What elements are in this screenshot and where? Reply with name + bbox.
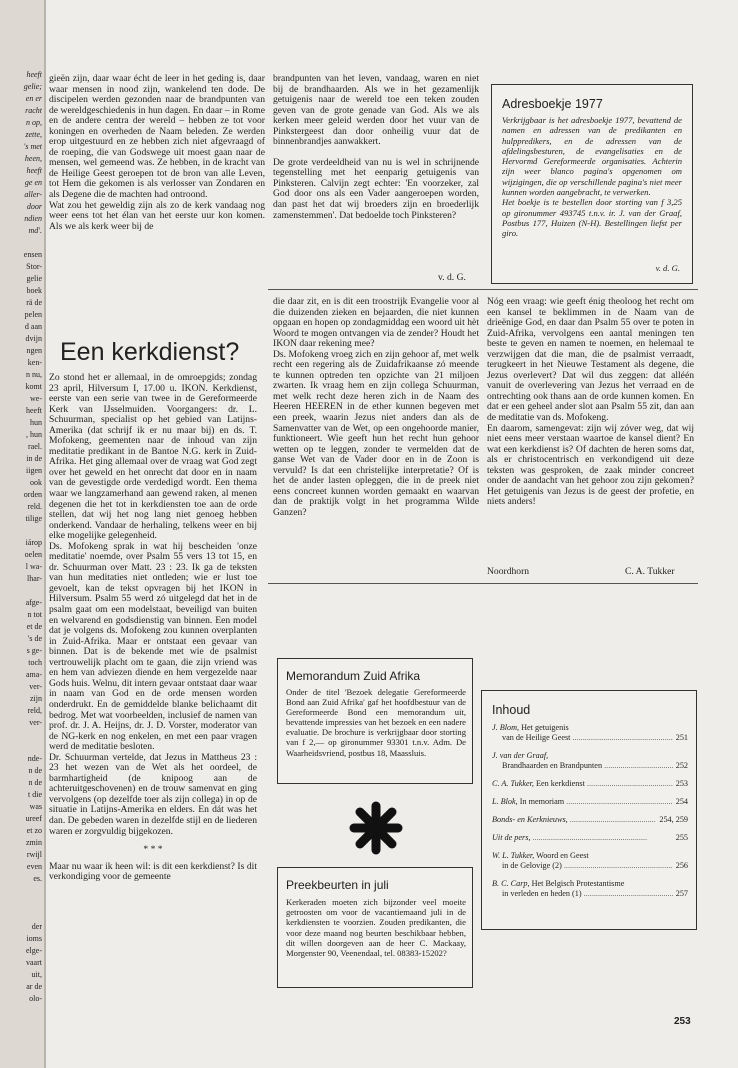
gutter-fragment: ook [30,478,42,487]
toc-author: W. L. Tukker, [492,851,535,860]
preekbeurten-box [277,867,473,988]
gutter-fragment: olo- [29,994,42,1003]
gutter-fragment: ureef [25,814,42,823]
toc-author: C. A. Tukker, [492,779,534,788]
gutter-fragment: n op, [26,118,42,127]
gutter-fragment: we- [30,394,42,403]
gutter-fragment: reld. [27,502,42,511]
gutter-fragment: ndien [24,214,42,223]
toc-title-line-2: in de Gelovige (2) ..... [492,861,673,871]
toc-page: 256 [675,861,688,870]
memorandum-text: Onder de titel 'Bezoek delegatie Gereformeerde Bond aan Zuid Afrika' gaf het hoofdbestuur van de Gereformeerde Bond een memorandum uit, bevattende impressies van het bezoek en een nadere evaluatie. De brochure is verkrijgbaar door storting van f 2,— op gironummer 93301 t.n.v. Adm. De Waarheidsvriend, postbus 18, Maassluis. [286,687,466,758]
article-col2-p1: die daar zit, en is dit een troostrijk Evangelie voor al die duizenden zieken en bejaarden, die niet kunnen opgaan en hopen op zondagmiddag een woord uit hèt Woord te mogen ontvangen via de zender? Houdt het IKON daar rekening mee? [273,296,479,350]
top-col2-text: brandpunten van het leven, vandaag, waren en niet bij de brandhaarden. Als we in het gezamenlijk getuigenis naar de wereld toe een teken zouden geven van de grote genade van God. Als we als kerken meer geleid werden door het vuur van de Pinkstergeest dan door onheilig vuur dat de binnenbrandjes aanwakkert. [273,73,479,148]
page-number: 253 [674,1016,691,1027]
gutter-fragment: der [31,922,42,931]
toc-title-line-2: Brandhaarden en Brandpunten ..... [492,761,673,771]
left-page-gutter [0,0,46,1068]
toc-title: Het Belgisch Protestantisme [531,879,625,888]
gutter-fragment: zmin [26,838,42,847]
gutter-fragment: ge en [24,178,42,187]
gutter-fragment: ar de [26,982,42,991]
toc-page: 254, 259 [659,815,688,824]
article-col3-p2: En daarom, samengevat: zijn wij zóver weg, dat wij niet eens meer verstaan waartoe de kansel dient? En wat een kerkdienst is? Of dachten de heren soms dat, als er christocentrisch en verkondigend uit deze teksten was gesproken, de zaak minder concreet onder de aandacht van het gehoor zou zijn gekomen? Het getuigenis van Jezus is de geest der profetie, en niets anders! [487,422,694,508]
toc-item [492,833,688,843]
gutter-fragment: n de [28,778,42,787]
toc-title-line-2: van de Heilige Geest ..... [492,733,673,743]
gutter-fragment: door [26,202,42,211]
toc-item [492,779,688,789]
gutter-fragment: ioms [26,934,42,943]
gutter-fragment: n de [28,766,42,775]
gutter-fragment: ver- [29,718,42,727]
article-col3-p1: Nóg een vraag: wie geeft énig theoloog het recht om een kansel te beklimmen in de Naam van de drieënige God, en daar dan Psalm 55 over te poten in Zuid-Afrika, vervolgens een aantal meningen ten beste te geven en namen te noemen, en helemaal te verzwijgen dat die man, die de psalmist verraadt, terugkeert in het Nieuwe Testament als degene, die Jezus overlevert? Dat wil dus zeggen: dat alléén vanuit de overlevering van Jezus het verraad en de ontrechting ook thans aan de orde kunnen komen. En dat er een geheel ander slot aan Psalm 55 zit, dan aan de meditatie van ds. Mofokeng. [487,296,694,424]
gutter-fragment: d aan [24,322,42,331]
gutter-fragment: heeft [26,166,42,175]
gutter-fragment: even [26,862,42,871]
gutter-fragment: elge- [26,946,42,955]
gutter-fragment: md'. [28,226,42,235]
toc-author: B. C. Carp, [492,879,530,888]
article-stars: * * * [143,844,163,856]
article-col1-p1: Zo stond het er allemaal, in de omroepgids; zondag 23 april, Hilversum I, 17.00 u. IKON. Kerkdienst, eerste van een serie van twee in de Gereformeerde Kerk van IJsselmuiden. Voorgangers: dr. L. Schuurman, specialist op het gebied van Latijns-Amerika (dat schrijf ik er nu maar bij) en ds. T. Mofokeng, geementen naar de inhoud van zijn meditatie predikant in de Bantoe N.G. kerk in Zuid-Afrika. Het ging allemaal over de vraag wat God zegt over het geweld en het onrecht dat door en in naam van de gevestigde orde verdedigd wordt. Een thema waar we langzamerhand aan gewend raken, al menen degenen die het tot in kerkdiensten toe aan de orde stellen, dat wij het nog lang niet genoeg hebben onderkend. Vandaar de herhaling, telkens weer en bij elke mogelijke gelegenheid. [49,372,257,542]
preekbeurten-text: Kerkeraden moeten zich bijzonder veel moeite getroosten om voor de vacantiemaand juli in de kerkdiensten te voorzien. Zouden predikanten, die voor deze maand nog beurten beschikbaar hebben, dit willen doorgeven aan de heer C. Mackaay, Morgenster 90, Veenendaal, tel. 08383-15202? [286,897,466,959]
toc-title: Uit de pers, [492,833,531,842]
gutter-fragment: iigen [26,466,42,475]
article-col2-p2: Ds. Mofokeng vroeg zich en zijn gehoor af, met welk recht een regering als de Zuidafrikaanse zó meende te kunnen optreden ten opzichte van 21 miljoen zwarten. Ik vraag hem en zijn collega Schuurman, met welk recht deze heren zich in de Naam des Heeren HEEREN in de ether kunnen begeven met een preek, waarin Jezus niet anders dan als de Samenvatter van de Wet, op een ongehoorde manier, funktioneert. Wie geeft hun het recht hun gehoor wetten op te leggen, zonder te vermelden dat de ganse Wet van de Vader door en in de Zoon is vervuld? Is dat een christelijke interpretatie? Of is het de ander lasten opleggen, die in de preek niet eens concreet kunnen worden gemaakt en waarvan dan de praktijk volgt in het programma Wilde Ganzen? [273,348,479,518]
article-column-3 [487,297,694,508]
article-author: C. A. Tukker [625,566,675,577]
article-column-1 [49,373,257,883]
gutter-fragment: lhar- [27,574,42,583]
gutter-fragment: vaart [26,958,42,967]
toc-title-line-2: in verleden en heden (1) ..... [492,889,673,899]
gutter-fragment: tilige [25,514,42,523]
gutter-fragment: n tot [27,610,42,619]
inhoud-title: Inhoud [492,703,531,717]
toc-item [492,879,688,899]
toc-item [492,851,688,871]
gutter-fragment: ama- [26,670,42,679]
gutter-fragment: toch [28,658,42,667]
gutter-fragment: nde- [27,754,42,763]
gutter-fragment: ensen [23,250,42,259]
gutter-fragment: et de [26,622,42,631]
article-place: Noordhorn [487,566,530,577]
toc-page: 253 [675,779,688,788]
top-column-1 [49,74,265,232]
toc-author: J. van der Graaf, [492,751,549,760]
top-signature: v. d. G. [438,272,466,283]
gutter-fragment: iárop [25,538,42,547]
toc-author: L. Blok, [492,797,518,806]
adresboekje-body [502,115,682,239]
gutter-fragment: gelie; [23,82,42,91]
gutter-fragment: ngen [26,346,42,355]
toc-item [492,723,688,743]
gutter-fragment: in de [26,454,42,463]
gutter-fragment: uit, [31,970,42,979]
gutter-fragment: zette, [25,130,42,139]
toc-author: J. Blom, [492,723,520,732]
gutter-fragment: afge- [25,598,42,607]
gutter-fragment: en er [25,94,42,103]
gutter-fragment: pelen [24,310,42,319]
toc-title: In memoriam [519,797,565,806]
gutter-fragment: boek [26,286,42,295]
gutter-fragment: oelen [24,550,42,559]
gutter-fragment: 's de [27,634,42,643]
page [46,0,738,1068]
toc-page: 254 [675,797,688,806]
gutter-fragment: komt [25,382,42,391]
gutter-fragment: racht [25,106,42,115]
toc-title: Bonds- en Kerknieuws, [492,815,568,824]
gutter-fragment: aller- [24,190,42,199]
gutter-fragment: dvijn [25,334,42,343]
top-col1-text: gieën zijn, daar waar écht de leer in het geding is, daar waar mensen in nood zijn, wankelend ten dode. De discipelen werden gezonden naar de brandpunten van de wereldgeschiedenis in hun dagen. En daar – in Rome en de andere centra der wereld – hebben ze tot voor koningen en overheden de Naam beleden. Ze werden erop uitgestuurd en ze hebben zich niet afgevraagd of de roeping, die van Godswege uit moest gaan naar de mensen, wel gemeend was. Ze hebben, in de kracht van de Heilige Geest geroepen tot de bron van alle Leven, tot Hem die gekomen is als verlosser van Zondaren en als Degene die de machten had ontroond. [49,73,265,201]
gutter-fragment: heeft [26,70,42,79]
top-divider [268,289,698,290]
top-col1-text-2: Wat zou het geweldig zijn als zo de kerk vandaag nog weer eens tot het élan van het eerste uur kon komen. Als we als kerk weer bij de [49,199,265,232]
toc-page: 255 [675,833,688,842]
adresboekje-box [491,84,693,284]
adresboekje-title: Adresboekje 1977 [502,97,603,111]
adresboekje-signature: v. d. G. [655,263,680,273]
gutter-fragment: n nu, [26,370,42,379]
adresboekje-text: Verkrijgbaar is het adresboekje 1977, bevattend de namen en adressen van de predikanten en hulppredikers, en de adressen van de afdelingsbesturen, de evangelisaties en de Hervormd Gereformeerde organisaties. Achterin zijn weer blanco pagina's opgenomen om wijzigingen, die op verschillende pagina's niet meer kunnen worden aangebracht, te verwerken. [502,115,682,198]
gutter-fragment: rä de [26,298,42,307]
toc-title: Een kerkdienst [535,779,585,788]
middle-divider [268,583,698,584]
toc-title: Het getuigenis [521,723,569,732]
top-col2-text-2: De grote verdeeldheid van nu is wel in schrijnende tegenstelling met het eenparig getuigenis van Pinksteren. Calvijn zegt echter: 'En voorzeker, zal God door ons als een Vader aangeroepen worden, dan past het dat wij broeders zijn en broederlijk zamenstemmen'. Dat bedoelde toch Pinksteren? [273,156,479,221]
gutter-fragment: heen, [24,154,42,163]
gutter-fragment: hun [30,418,42,427]
memorandum-box [277,658,473,784]
gutter-fragment: gelie [26,274,42,283]
preekbeurten-title: Preekbeurten in juli [286,878,389,892]
inhoud-list [492,723,688,907]
gutter-fragment: et zo [26,826,42,835]
article-col1-end: Maar nu waar ik heen wil: is dit een kerkdienst? Is dit verkondiging voor de gemeente [49,860,257,883]
gutter-fragment: Stor- [26,262,42,271]
article-col1-p2: Ds. Mofokeng sprak in wat hij bescheiden 'onze meditatie' noemde, over Psalm 55 vers 13 tot 15, en dr. Schuurman over Matt. 23 : 23. Ik ga de teksten van hun meditaties niet ontleden; wie er lust toe gevoelt, kan de tekst opvragen bij het IKON in Hilversum. Psalm 55 werd zó uitgelegd dat het in de psalm gaat om een modelstaat, beveiligd van buiten en welvarend en godsdienstig van binnen. Een model dat je volgens ds. Mofokeng zou kunnen overplanten in Zuid-Afrika. Maar er ontstaat een gevaar van binnen. Dat is de bekende met wie de psalmist vertrouwelijk placht om te gaan, die zijn vriend was en hem van adviezen diende en hem vergezelde naar Gods huis. Welnu, dit intern gevaar ontstaat daar waar in naam van God en de orde mensen worden onderdrukt. En de gemiddelde blanke belichaamt dit bedrog. Met wat voorbeelden, inclusief de namen van prof. dr. J. A. Heijns, dr. J. D. Vorster, moderator van de NG-kerk en nog enkelen, en met een paar vragen werd de meditatie besloten. [49,540,257,753]
gutter-fragment: s ge- [26,646,42,655]
toc-item [492,797,688,807]
gutter-fragment: rael. [28,442,42,451]
gutter-fragment: was [29,802,42,811]
article-column-2 [273,297,479,518]
article-col1-p3: Dr. Schuurman vertelde, dat Jezus in Mattheus 23 : 23 het wezen van de Wet als het oordeel, de barmhartigheid (de knipoog aan de achteruitgeschovenen) en de trouw samenvat en ging vervolgens (op dezelfde toer als zijn collega) in op de situatie in Latijns-Amerika en elders. En dát was het dan. De gebeden waren in dezelfde stijl en de liederen waren er zorgvuldig bijgekozen. [49,751,257,837]
asterisk-ornament-icon [348,800,404,856]
gutter-fragment: ken- [27,358,42,367]
toc-title: Woord en Geest [536,851,589,860]
gutter-fragment: heeft [26,406,42,415]
gutter-fragment: rwijl [26,850,42,859]
toc-page: 251 [675,733,688,742]
gutter-fragment: l wa- [25,562,42,571]
article-title: Een kerkdienst? [60,338,240,366]
gutter-fragment: zijn [30,694,42,703]
gutter-fragment: , hun [26,430,42,439]
memorandum-title: Memorandum Zuid Afrika [286,669,421,683]
gutter-fragment: ver- [29,682,42,691]
toc-item [492,751,688,771]
gutter-fragment: es. [33,874,42,883]
gutter-fragment: orden [23,490,42,499]
gutter-fragment: reld, [27,706,42,715]
gutter-fragment: t die [28,790,42,799]
toc-page: 252 [675,761,688,770]
toc-item [492,815,688,825]
top-column-2 [273,74,479,221]
inhoud-box [481,690,697,930]
adresboekje-text-2: Het boekje is te bestellen door storting van f 3,25 op gironummer 493745 t.n.v. ir. J. van der Graaf, Postbus 177, Huizen (N-H). Bestellingen liefst per giro. [502,197,682,239]
gutter-fragment: 's met [23,142,42,151]
toc-page: 257 [675,889,688,898]
